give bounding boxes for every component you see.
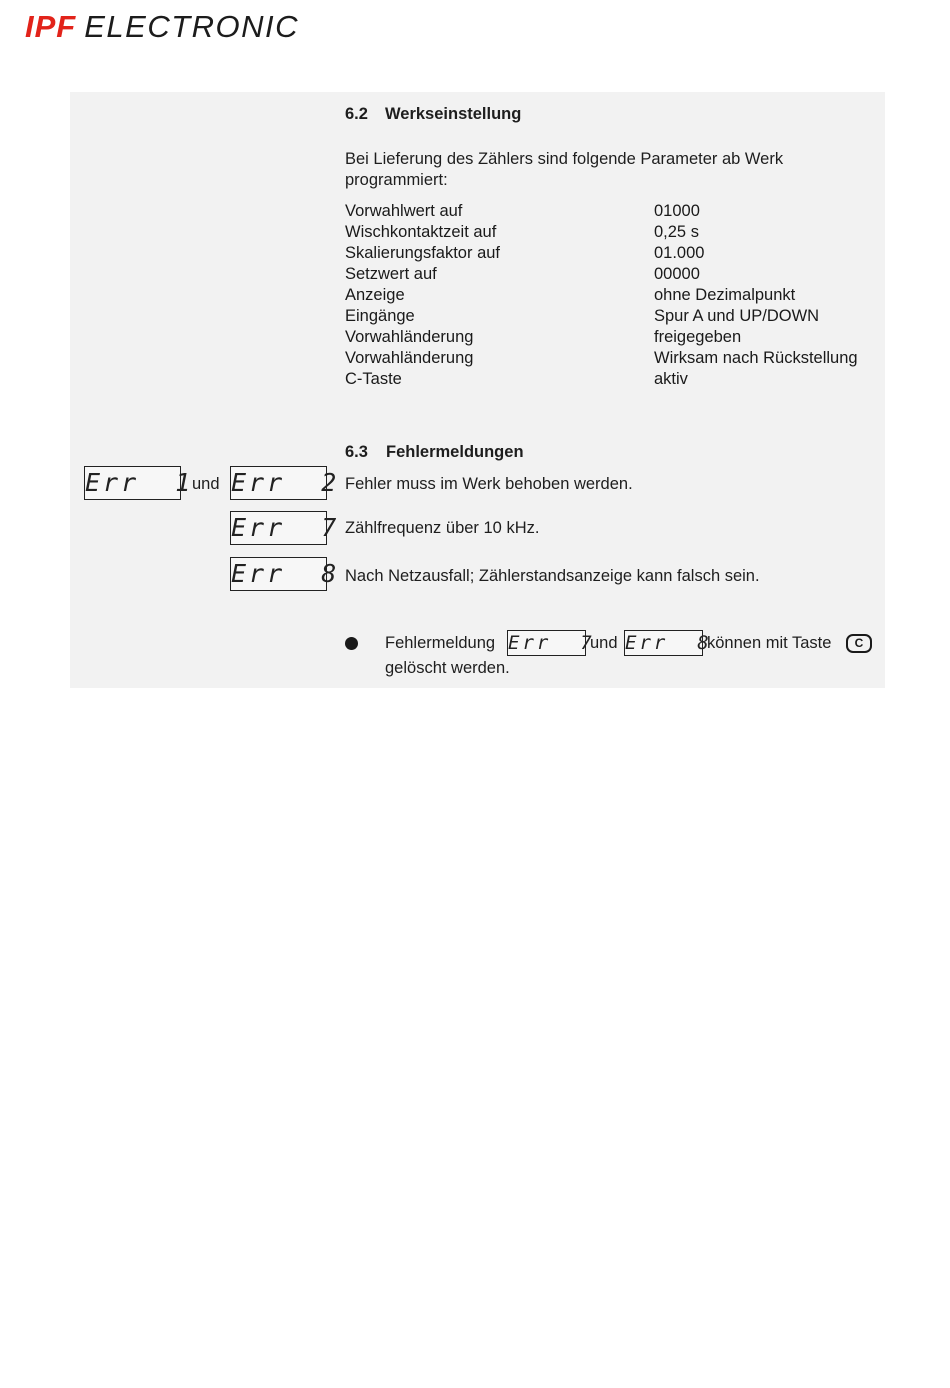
section-62-number: 6.2 [345,105,368,123]
param-row [345,285,885,306]
error-display-text: Err 7 [231,513,340,542]
error-display-text: Err 8 [625,632,712,654]
err12-description: Fehler muss im Werk behoben werden. [345,475,633,493]
param-label: Skalierungsfaktor auf [345,244,501,262]
bullet-icon [345,637,358,650]
error-display-text: Err 8 [231,559,340,588]
param-row [345,243,885,264]
param-label: Anzeige [345,286,405,304]
param-value: Wirksam nach Rückstellung [654,349,858,367]
note-display-err7 [507,630,595,656]
error-display-err7 [230,511,340,545]
param-label: C-Taste [345,370,402,388]
section-62-intro-line2: programmiert: [345,171,448,189]
error-display-text: Err 7 [508,632,595,654]
error-display-err8 [230,557,340,591]
section-62-intro-line1: Bei Lieferung des Zählers sind folgende Parameter ab Werk [345,150,784,168]
param-value: 01000 [654,202,700,220]
section-63-number: 6.3 [345,443,368,461]
param-row [345,306,885,327]
param-label: Vorwahländerung [345,328,474,346]
ipf-electronic-logo [25,10,299,44]
param-value: 01.000 [654,244,705,262]
section-63-title: Fehlermeldungen [386,443,524,461]
error-display-text: Err 2 [231,468,340,497]
note-middle-text: können mit Taste [707,634,832,652]
error-display-err1 [84,466,194,500]
error-display-err2 [230,466,340,500]
param-value: aktiv [654,370,688,388]
param-value: Spur A und UP/DOWN [654,307,820,325]
param-value: ohne Dezimalpunkt [654,286,796,304]
param-row [345,348,885,369]
param-row [345,201,885,222]
param-row [345,222,885,243]
err8-description: Nach Netzausfall; Zählerstandsanzeige kann falsch sein. [345,567,760,585]
note-display-err8 [624,630,712,656]
error-display-text: Err 1 [85,468,194,497]
param-value: 0,25 s [654,223,699,241]
note-prefix: Fehlermeldung [385,634,496,652]
logo-electronic: ELECTRONIC [84,9,300,44]
c-key-icon: C [846,634,872,653]
und-label: und [192,475,220,493]
param-label: Vorwahlwert auf [345,202,463,220]
note-line2: gelöscht werden. [385,659,510,677]
scanned-manual-page [70,92,885,688]
section-62-title: Werkseinstellung [385,105,522,123]
param-row [345,369,885,390]
param-value: 00000 [654,265,700,283]
param-row [345,327,885,348]
err7-description: Zählfrequenz über 10 kHz. [345,519,540,537]
param-label: Setzwert auf [345,265,437,283]
param-row [345,264,885,285]
logo-ipf: IPF [25,9,77,44]
param-value: freigegeben [654,328,742,346]
param-label: Eingänge [345,307,415,325]
note-und: und [590,634,618,652]
param-label: Wischkontaktzeit auf [345,223,497,241]
param-label: Vorwahländerung [345,349,474,367]
